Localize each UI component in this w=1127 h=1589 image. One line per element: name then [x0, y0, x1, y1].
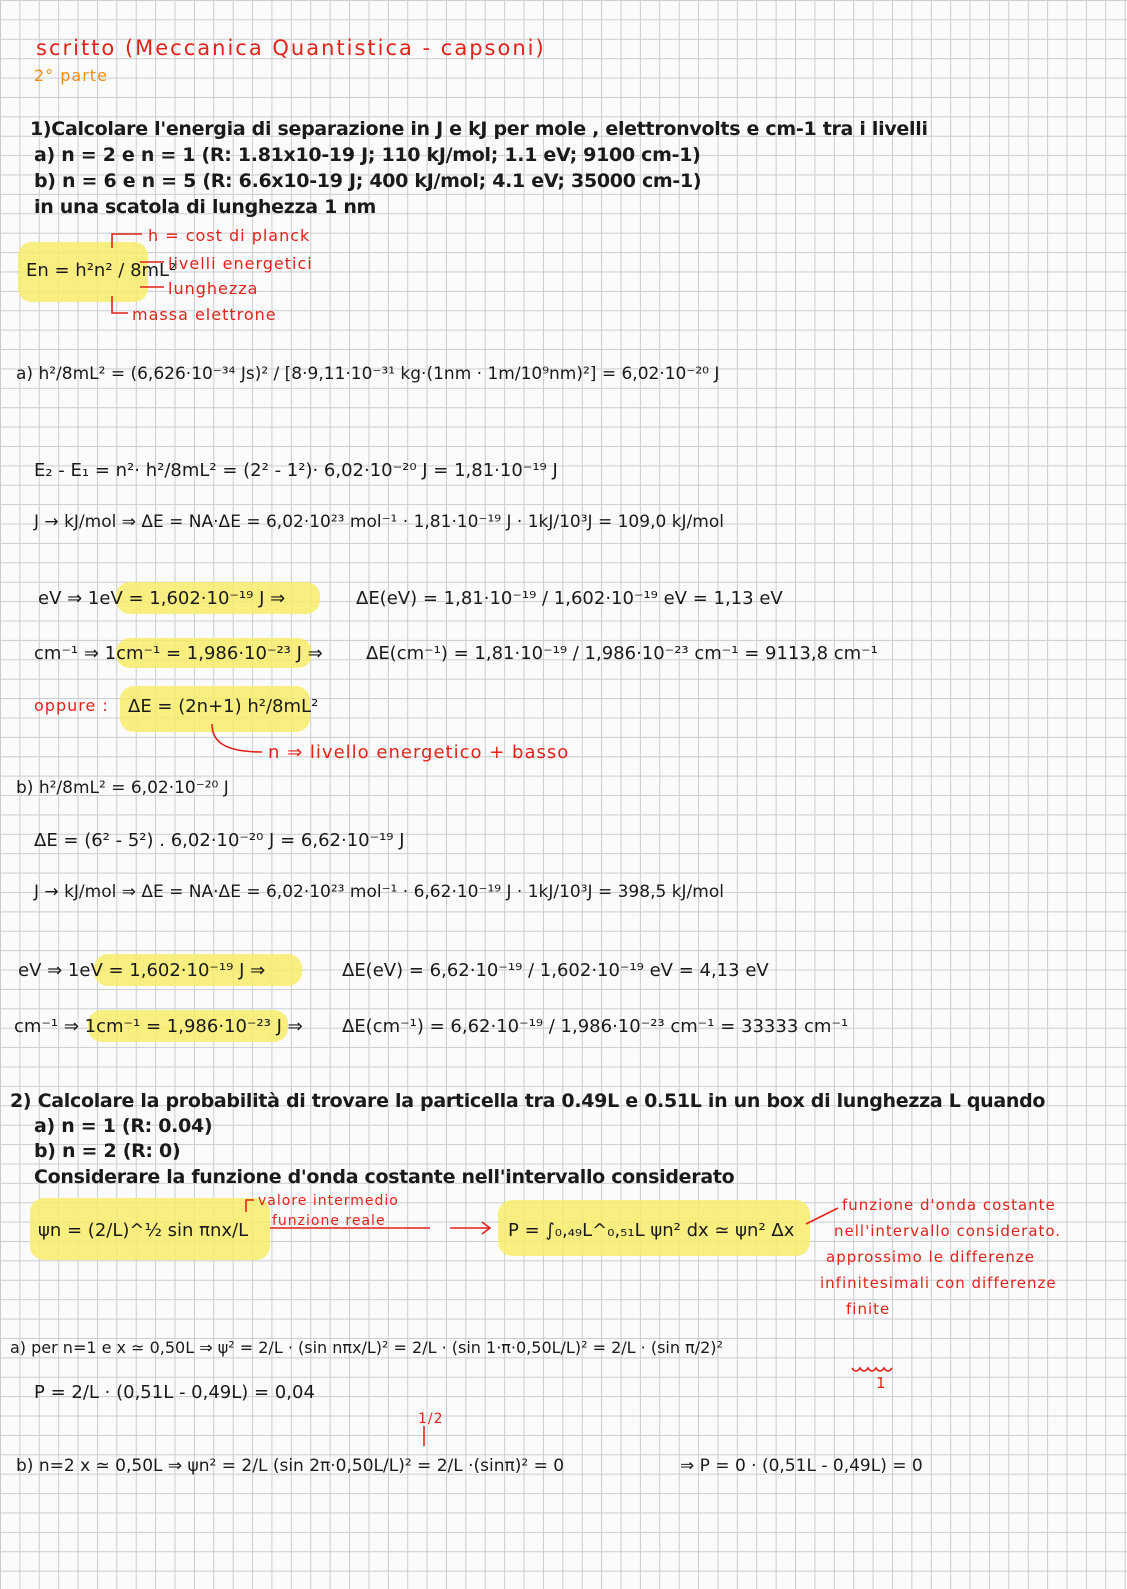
note-r1: funzione d'onda costante	[842, 1196, 1056, 1214]
q1a-kj: J → kJ/mol ⇒ ΔE = NA·ΔE = 6,02·10²³ mol⁻¹ · 1,81·10⁻¹⁹ J · 1kJ/10³J = 109,0 kJ/mol	[34, 512, 724, 532]
alt-note: n ⇒ livello energetico + basso	[268, 742, 570, 763]
page-subtitle: 2° parte	[34, 66, 108, 85]
q1a-cm-conv: cm⁻¹ ⇒ 1cm⁻¹ = 1,986·10⁻²³ J ⇒	[34, 643, 323, 664]
psi-formula: ψn = (2/L)^½ sin πnx/L	[38, 1220, 249, 1241]
note-h: h = cost di planck	[148, 226, 311, 245]
q2b-half: 1/2	[418, 1411, 444, 1427]
wavy-underline	[852, 1368, 892, 1371]
q2b-psi: b) n=2 x ≃ 0,50L ⇒ ψn² = 2/L (sin 2π·0,50L/L)² = 2/L ·(sinπ)² = 0	[16, 1456, 565, 1476]
arrow-m	[112, 296, 128, 313]
q2-line1: 2) Calcolare la probabilità di trovare la particella tra 0.49L e 0.51L in un box di lunghezza L quando	[10, 1090, 1046, 1112]
q2-line2: a) n = 1 (R: 0.04)	[34, 1115, 213, 1137]
note-n: livelli energetici	[168, 254, 313, 273]
note-m: massa elettrone	[132, 305, 277, 324]
arrow-valore	[246, 1200, 254, 1212]
arrow-alt	[212, 724, 262, 752]
q1b-ev-conv: eV ⇒ 1eV = 1,602·10⁻¹⁹ J ⇒	[18, 960, 266, 981]
q2-line3: b) n = 2 (R: 0)	[34, 1140, 181, 1162]
arrow-h	[112, 234, 142, 248]
q2b-p: ⇒ P = 0 · (0,51L - 0,49L) = 0	[680, 1456, 923, 1476]
q1b-h2: b) h²/8mL² = 6,02·10⁻²⁰ J	[16, 778, 229, 798]
energy-formula: En = h²n² / 8mL²	[26, 260, 177, 281]
note-r4: infinitesimali con differenze	[820, 1274, 1057, 1292]
q2a-psi: a) per n=1 e x ≃ 0,50L ⇒ ψ² = 2/L · (sin nπx/L)² = 2/L · (sin 1·π·0,50L/L)² = 2/L · (sin π/2)²	[10, 1338, 723, 1357]
note-l: lunghezza	[168, 279, 259, 298]
q1a-ev-conv: eV ⇒ 1eV = 1,602·10⁻¹⁹ J ⇒	[38, 588, 286, 609]
note-reale: funzione reale	[272, 1213, 386, 1229]
prob-formula: P = ∫₀,₄₉L^₀,₅₁L ψn² dx ≃ ψn² Δx	[508, 1220, 795, 1241]
alt-formula: ΔE = (2n+1) h²/8mL²	[128, 696, 319, 717]
q1-line4: in una scatola di lunghezza 1 nm	[34, 196, 377, 218]
q1a-ev-res: ΔE(eV) = 1,81·10⁻¹⁹ / 1,602·10⁻¹⁹ eV = 1,13 eV	[356, 588, 783, 609]
q1a-h2: a) h²/8mL² = (6,626·10⁻³⁴ Js)² / [8·9,11·10⁻³¹ kg·(1nm · 1m/10⁹nm)²] = 6,02·10⁻²⁰ J	[16, 364, 720, 384]
note-r3: approssimo le differenze	[826, 1248, 1035, 1266]
oppure-label: oppure :	[34, 696, 109, 715]
q1b-ev-res: ΔE(eV) = 6,62·10⁻¹⁹ / 1,602·10⁻¹⁹ eV = 4,13 eV	[342, 960, 769, 981]
q2-line4: Considerare la funzione d'onda costante nell'intervallo considerato	[34, 1166, 735, 1188]
q1-line2: a) n = 2 e n = 1 (R: 1.81x10-19 J; 110 kJ/mol; 1.1 eV; 9100 cm-1)	[34, 144, 701, 166]
note-r5: finite	[846, 1300, 891, 1318]
q2a-one: 1	[876, 1374, 887, 1392]
q1-line3: b) n = 6 e n = 5 (R: 6.6x10-19 J; 400 kJ/mol; 4.1 eV; 35000 cm-1)	[34, 170, 702, 192]
note-valore: valore intermedio	[258, 1193, 399, 1209]
q2a-p: P = 2/L · (0,51L - 0,49L) = 0,04	[34, 1382, 315, 1403]
q1b-cm-res: ΔE(cm⁻¹) = 6,62·10⁻¹⁹ / 1,986·10⁻²³ cm⁻¹ = 33333 cm⁻¹	[342, 1016, 849, 1037]
q1b-cm-conv: cm⁻¹ ⇒ 1cm⁻¹ = 1,986·10⁻²³ J ⇒	[14, 1016, 303, 1037]
q1-line1: 1)Calcolare l'energia di separazione in J e kJ per mole , elettronvolts e cm-1 tra i livelli	[30, 118, 928, 140]
q1b-kj: J → kJ/mol ⇒ ΔE = NA·ΔE = 6,02·10²³ mol⁻¹ · 6,62·10⁻¹⁹ J · 1kJ/10³J = 398,5 kJ/mol	[34, 882, 724, 902]
q1b-delta-e: ΔE = (6² - 5²) . 6,02·10⁻²⁰ J = 6,62·10⁻¹⁹ J	[34, 830, 405, 851]
arrow-prob	[450, 1222, 490, 1234]
q1a-delta-e: E₂ - E₁ = n²· h²/8mL² = (2² - 1²)· 6,02·10⁻²⁰ J = 1,81·10⁻¹⁹ J	[34, 460, 558, 481]
page-title: scritto (Meccanica Quantistica - capsoni)	[36, 36, 546, 60]
q1a-cm-res: ΔE(cm⁻¹) = 1,81·10⁻¹⁹ / 1,986·10⁻²³ cm⁻¹ = 9113,8 cm⁻¹	[366, 643, 878, 664]
note-r2: nell'intervallo considerato.	[834, 1222, 1062, 1240]
arrow-note	[806, 1208, 838, 1224]
